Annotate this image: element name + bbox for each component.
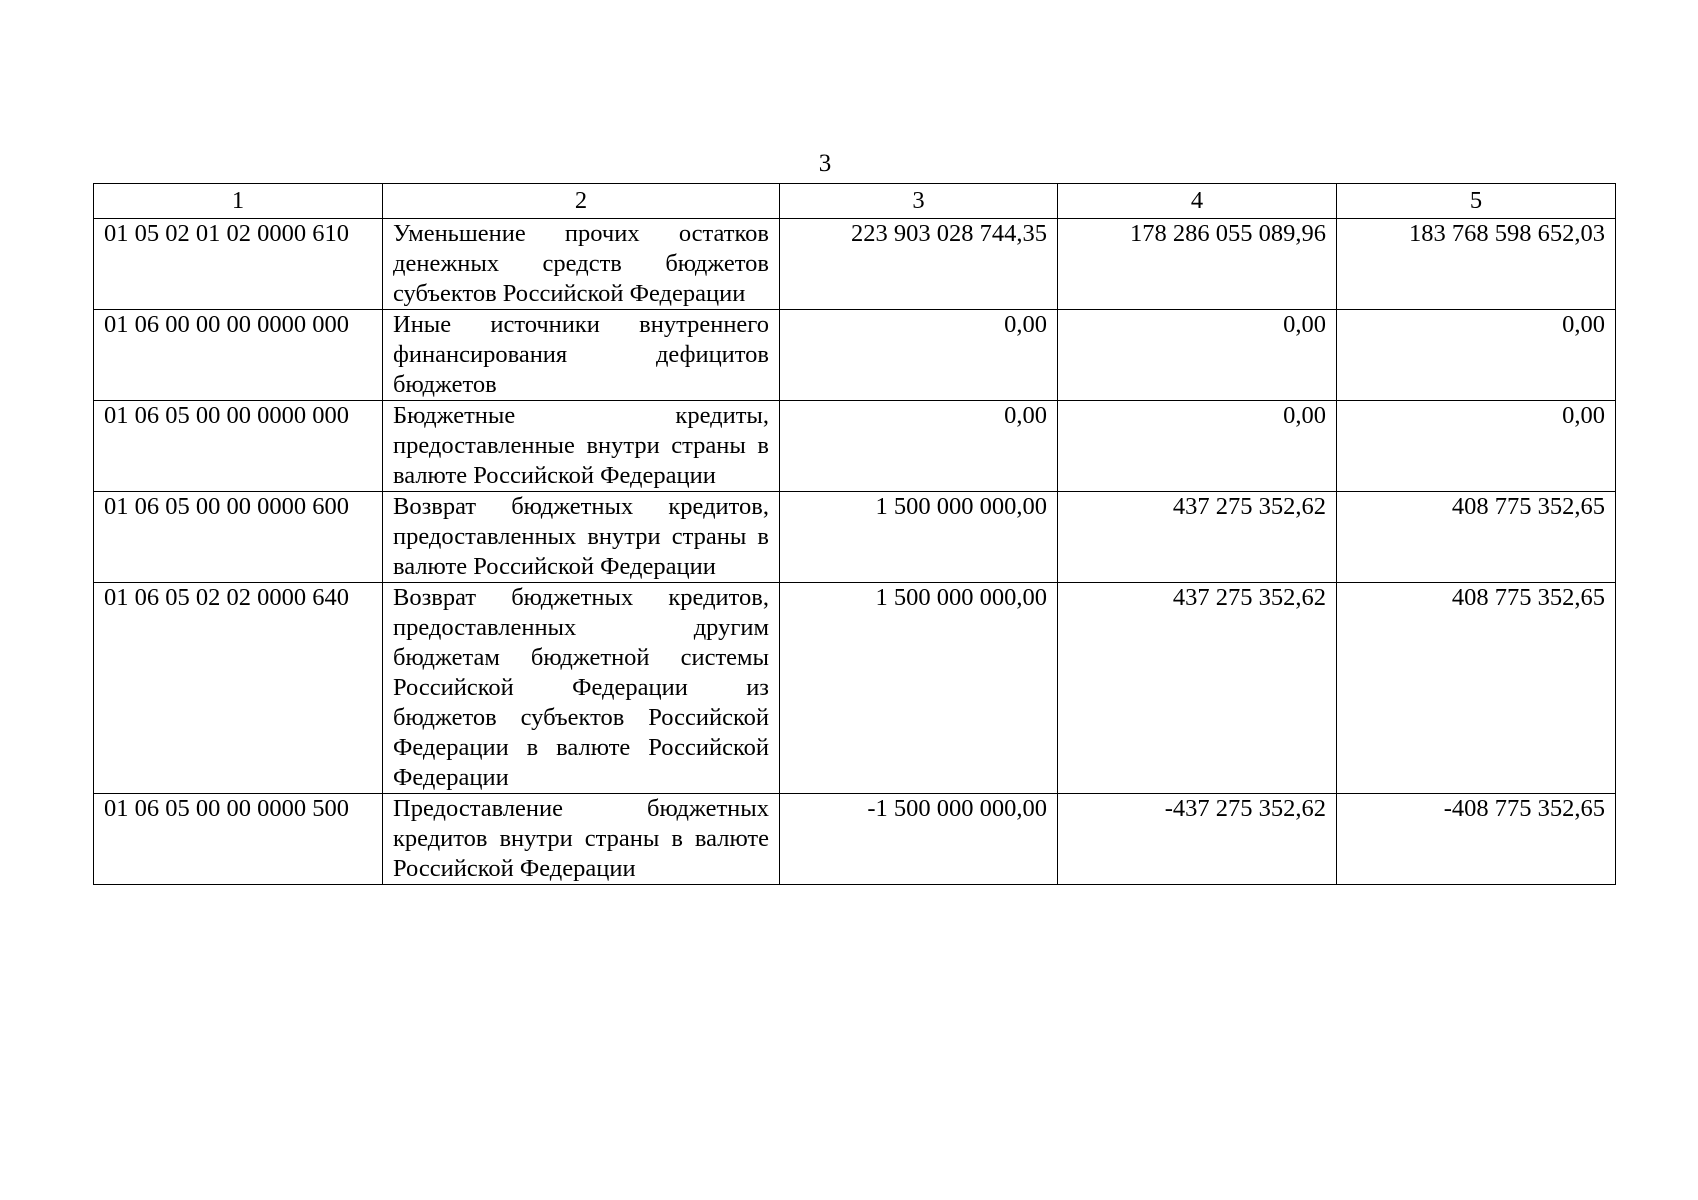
budget-code-cell: 01 06 05 00 00 0000 500	[94, 794, 383, 885]
table-header-row	[94, 184, 1616, 219]
amount-col5-cell: 408 775 352,65	[1337, 583, 1616, 794]
amount-col4-cell: 437 275 352,62	[1058, 492, 1337, 583]
source-name-cell: Возврат бюджетных кредитов, предоставленных другим бюджетам бюджетной системы Российской Федерации из бюджетов субъектов Российской Федерации в валюте Российской Федерации	[383, 583, 780, 794]
budget-sources-table	[93, 183, 1616, 885]
source-name-cell: Возврат бюджетных кредитов, предоставленных внутри страны в валюте Российской Федерации	[383, 492, 780, 583]
amount-col3-cell: 0,00	[780, 401, 1058, 492]
column-header-2: 2	[383, 184, 780, 219]
table-row	[94, 219, 1616, 310]
amount-col4-cell: 0,00	[1058, 401, 1337, 492]
amount-col5-cell: -408 775 352,65	[1337, 794, 1616, 885]
table-row	[94, 794, 1616, 885]
budget-code-cell: 01 05 02 01 02 0000 610	[94, 219, 383, 310]
source-name-cell: Иные источники внутреннего финансирования дефицитов бюджетов	[383, 310, 780, 401]
table-row	[94, 401, 1616, 492]
budget-code-cell: 01 06 00 00 00 0000 000	[94, 310, 383, 401]
amount-col5-cell: 183 768 598 652,03	[1337, 219, 1616, 310]
table-row	[94, 583, 1616, 794]
amount-col3-cell: -1 500 000 000,00	[780, 794, 1058, 885]
table-row	[94, 492, 1616, 583]
amount-col3-cell: 223 903 028 744,35	[780, 219, 1058, 310]
column-header-1: 1	[94, 184, 383, 219]
amount-col3-cell: 1 500 000 000,00	[780, 492, 1058, 583]
source-name-cell: Предоставление бюджетных кредитов внутри страны в валюте Российской Федерации	[383, 794, 780, 885]
table-row	[94, 310, 1616, 401]
column-header-4: 4	[1058, 184, 1337, 219]
column-header-5: 5	[1337, 184, 1616, 219]
amount-col4-cell: 0,00	[1058, 310, 1337, 401]
column-header-3: 3	[780, 184, 1058, 219]
amount-col5-cell: 0,00	[1337, 401, 1616, 492]
budget-code-cell: 01 06 05 00 00 0000 000	[94, 401, 383, 492]
source-name-cell: Бюджетные кредиты, предоставленные внутри страны в валюте Российской Федерации	[383, 401, 780, 492]
budget-code-cell: 01 06 05 00 00 0000 600	[94, 492, 383, 583]
amount-col4-cell: -437 275 352,62	[1058, 794, 1337, 885]
amount-col3-cell: 0,00	[780, 310, 1058, 401]
page-number: 3	[818, 150, 832, 177]
amount-col3-cell: 1 500 000 000,00	[780, 583, 1058, 794]
amount-col5-cell: 408 775 352,65	[1337, 492, 1616, 583]
source-name-cell: Уменьшение прочих остатков денежных средств бюджетов субъектов Российской Федерации	[383, 219, 780, 310]
budget-code-cell: 01 06 05 02 02 0000 640	[94, 583, 383, 794]
amount-col4-cell: 437 275 352,62	[1058, 583, 1337, 794]
amount-col4-cell: 178 286 055 089,96	[1058, 219, 1337, 310]
amount-col5-cell: 0,00	[1337, 310, 1616, 401]
